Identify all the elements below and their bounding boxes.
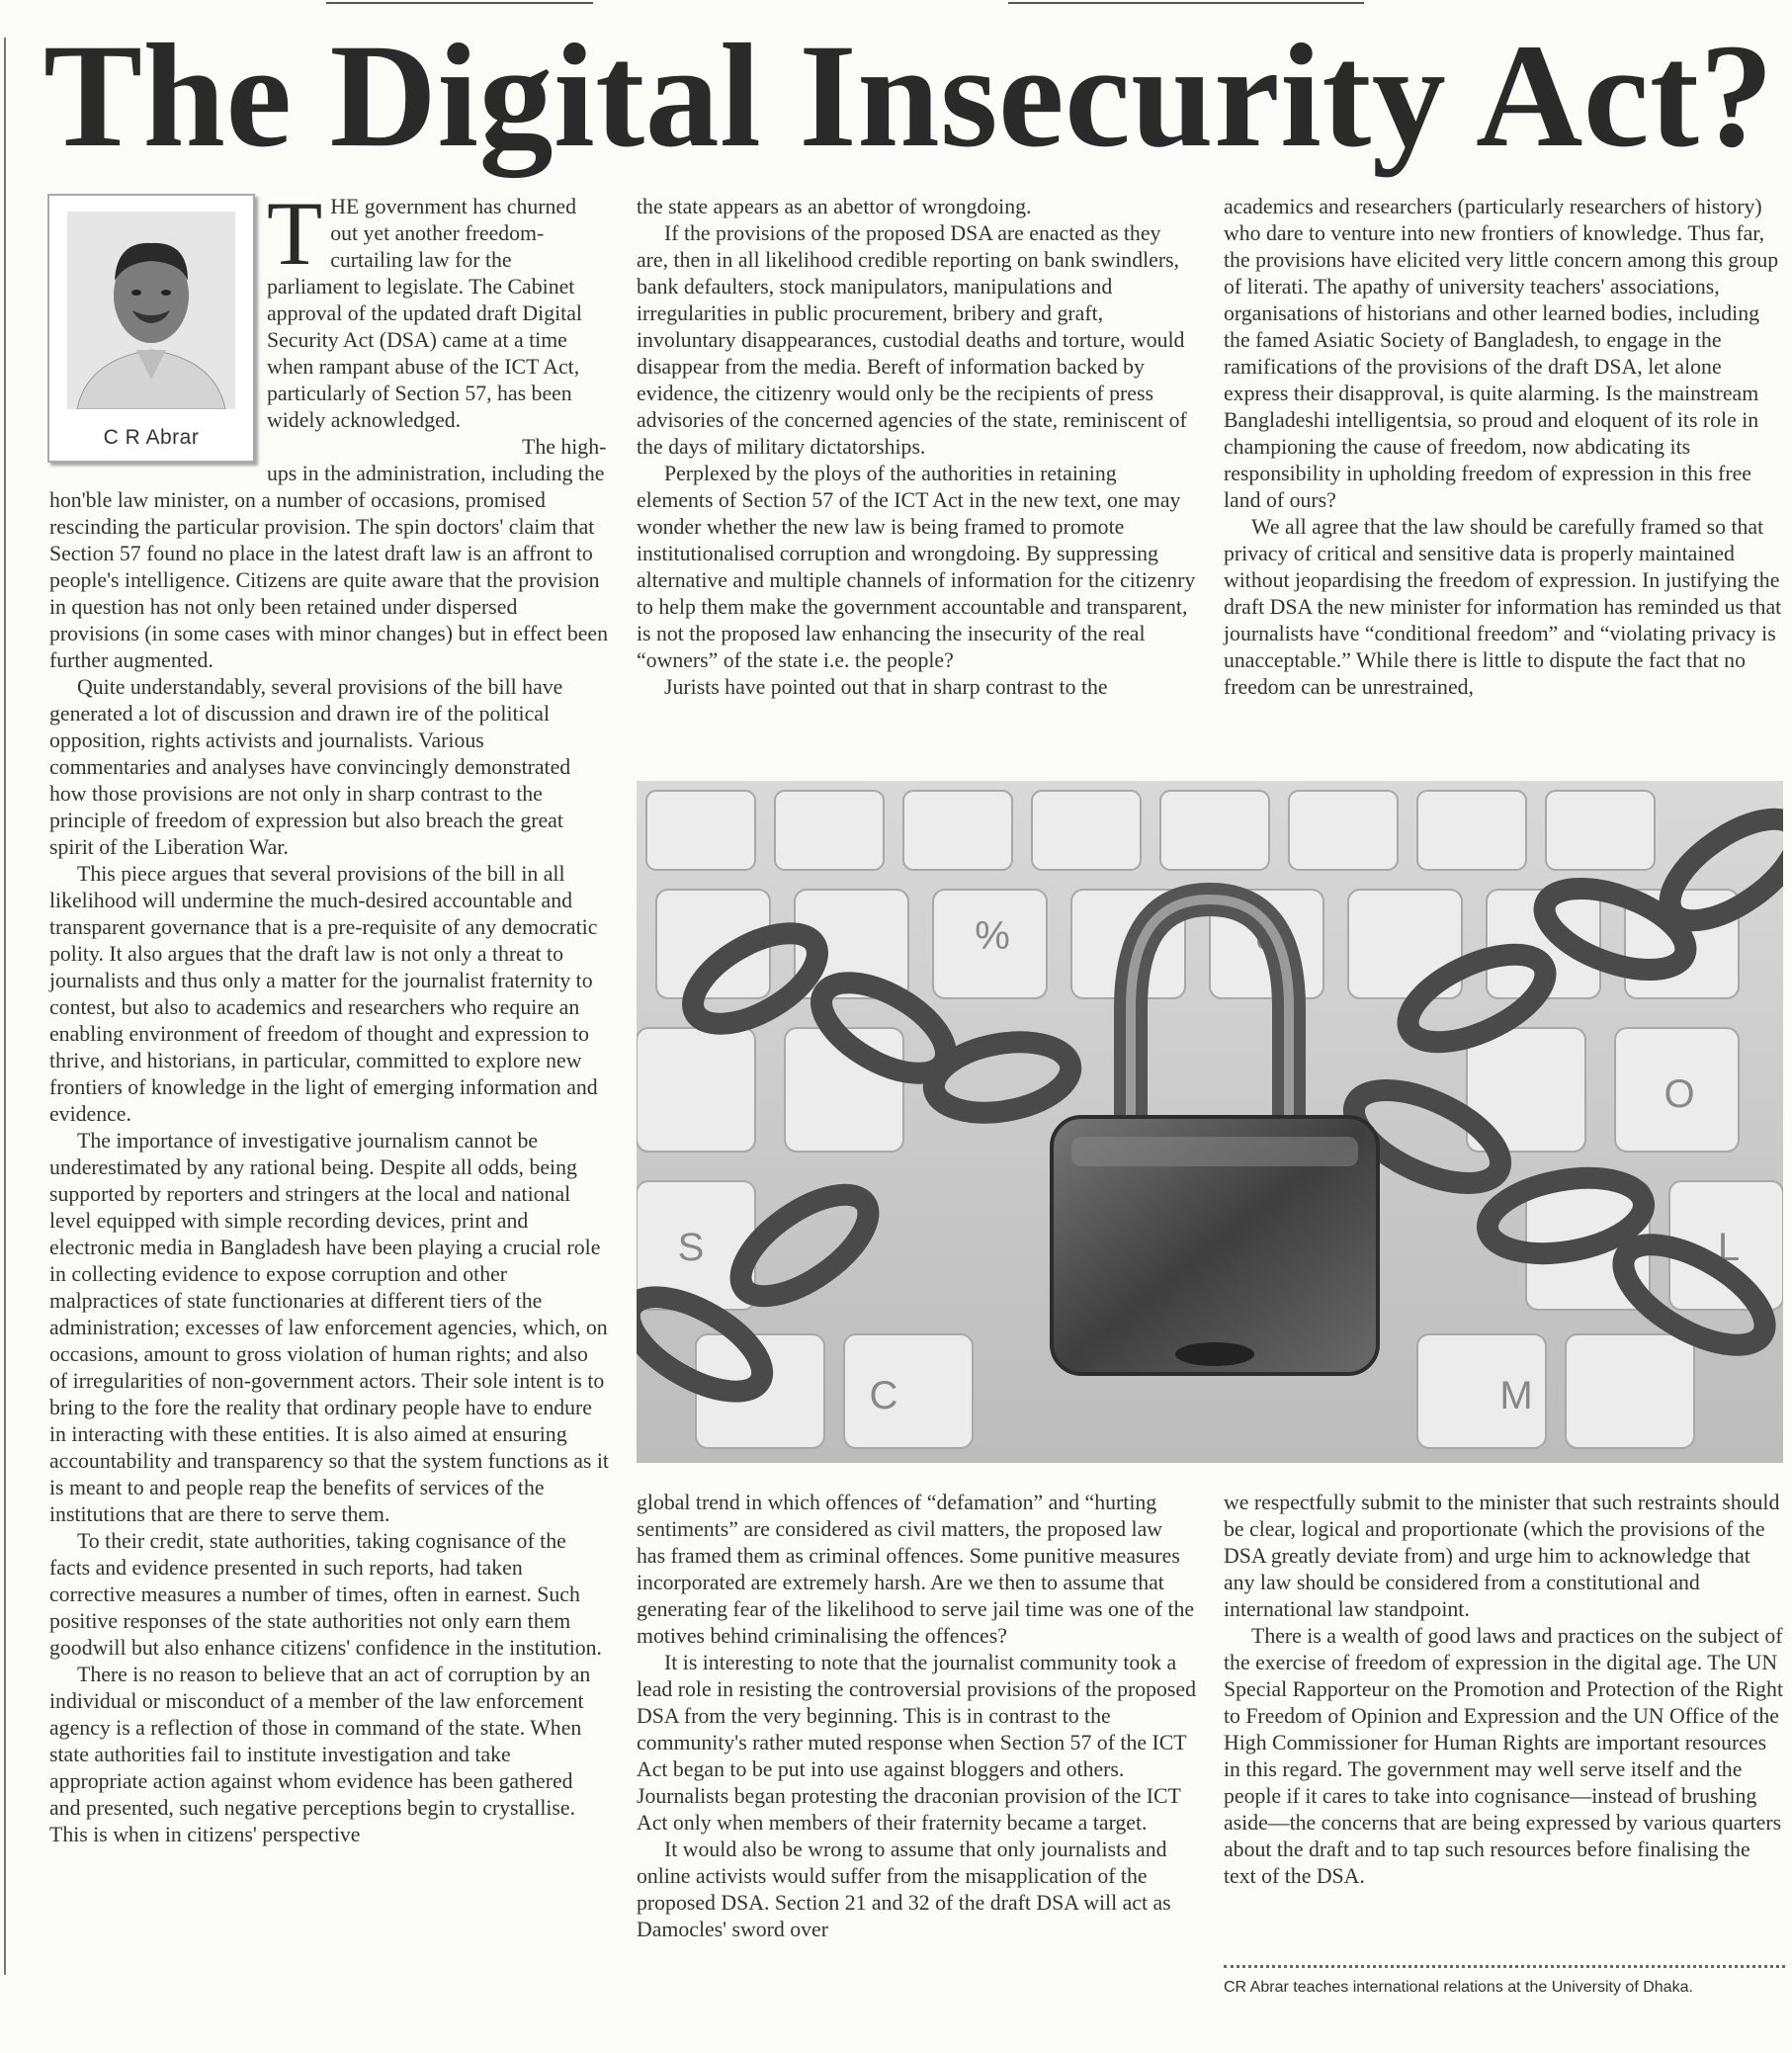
lead-text: HE government has churned out yet another freedom-curtailing law for the parliament to legislate. The Cabinet approval of the updated draft Digital Security Act (DSA) came at a time when rampant abuse of the ICT Act, particularly of Section 57, has been widely acknowledged. (267, 195, 582, 432)
author-footnote: CR Abrar teaches international relations at the University of Dhaka. (1224, 1979, 1693, 1996)
column-rule (4, 38, 6, 1975)
paragraph: There is a wealth of good laws and practices on the subject of the exercise of freedom of expression in the digital age. The UN Special Rapporteur on the Promotion and Protection of the Right to Freedom of Opinion and Expression and the UN Office of the High Commissioner for Human Rights are important resources in this regard. The government may well serve itself and the people if it cares to take into cognisance—instead of brushing aside—the concerns that are being expressed by various quarters about the draft and to tap such resources before finalising the text of the DSA. (1224, 1624, 1784, 1888)
top-rule (0, 0, 1792, 6)
key-label: & (1255, 914, 1283, 958)
column-2-bottom (637, 1490, 1196, 2053)
column-2-top (637, 194, 1196, 752)
author-portrait (47, 194, 255, 463)
key-label: O (1664, 1072, 1695, 1116)
paragraph: It would also be wrong to assume that only journalists and online activists would suffer from the misapplication of the proposed DSA. Section 21 and 32 of the draft DSA will act as Damocles' sword over (637, 1838, 1171, 1941)
paragraph: To their credit, state authorities, taking cognisance of the facts and evidence presented in such reports, had taken corrective measures a number of times, often in earnest. Such positive responses of the state authorities not only earn them goodwill but also enhance citizens' confidence in the institution. (49, 1529, 603, 1660)
paragraph: The importance of investigative journalism cannot be underestimated by any rational being. Despite all odds, being supported by reporters and stringers at the local and national level equipped with simple recording devices, print and electronic media in Bangladesh have been playing a crucial role in collecting evidence to expose corruption and other malpractices of state functionaries at different tiers of the administration; excesses of law enforcement agencies, which, on occasions, amount to gross violation of human rights; and also of irregularities of non-government actors. Their sole intent is to bring to the fore the reality that ordinary people have to endure in interacting with these entities. It is also aimed at ensuring accountability and transparency so that the system functions as it is meant to and people reap the benefits of services of the institutions that are there to serve them. (49, 1129, 609, 1526)
paragraph: global trend in which offences of “defamation” and “hurting sentiments” are considered as civil matters, the proposed law has framed them as criminal offences. Some punitive measures incorporated are extremely harsh. Are we then to assume that generating fear of the likelihood to serve jail time was one of the motives behind criminalising the offences? (637, 1491, 1195, 1648)
paragraph: The high-ups in the administration, including the hon'ble law minister, on a number of occasions, promised rescinding the particular provision. The spin doctors' claim that Section 57 found no place in the latest draft law is an affront to people's intelligence. Citizens are quite aware that the provision in question has not only been retained under dispersed provisions (in some cases with minor changes) but in effect been further augmented. (49, 435, 608, 672)
paragraph: the state appears as an abettor of wrongdoing. (637, 195, 1032, 218)
column-3-bottom (1224, 1490, 1785, 1959)
key-label: % (975, 914, 1010, 958)
paragraph: academics and researchers (particularly researchers of history) who dare to venture into new frontiers of knowledge. Thus far, the provisions have elicited very little concern among this group of literati. The apathy of university teachers' associations, organisations of historians and other learned bodies, including the famed Asiatic Society of Bangladesh, to engage in the ramifications of the provisions of the draft DSA, let alone express their disapproval, is quite alarming. Is the mainstream Bangladeshi intelligentsia, so proud and eloquent of its role in championing the cause of freedom, now abdicating its responsibility in upholding freedom of expression in this free land of ours? (1224, 195, 1779, 512)
footnote-divider (1224, 1965, 1785, 1968)
key-label: L (1717, 1226, 1741, 1269)
paragraph: If the provisions of the proposed DSA are enacted as they are, then in all likelihood credible reporting on bank swindlers, bank defaulters, stock manipulators, manipulations and irregularities in public procurement, bribery and graft, involuntary disappearances, custodial deaths and torture, would disappear from the media. Bereft of information backed by evidence, the citizenry would only be the recipients of press advisories of the concerned agencies of the state, reminiscent of the days of military dictatorships. (637, 221, 1187, 459)
padlock-chain-keyboard-photo (637, 781, 1783, 1463)
paragraph: Perplexed by the ploys of the authorities in retaining elements of Section 57 of the ICT Act in the new text, one may wonder whether the new law is being framed to promote institutionalised corruption and wrongdoing. By suppressing alternative and multiple channels of information for the citizenry to help them make the government accountable and transparent, is not the proposed law enhancing the insecurity of the real “owners” of the state i.e. the people? (637, 462, 1196, 672)
paragraph: It is interesting to note that the journalist community took a lead role in resisting the controversial provisions of the proposed DSA from the very beginning. This is in contrast to the community's rather muted response when Section 57 of the ICT Act began to be put into use against bloggers and others. Journalists began protesting the draconian provision of the ICT Act only when members of their fraternity became a target. (637, 1651, 1196, 1835)
paragraph: we respectfully submit to the minister that such restraints should be clear, logical and proportionate (which the provisions of the DSA greatly deviate from) and urge him to acknowledge that any law should be considered from a constitutional and international law standpoint. (1224, 1491, 1780, 1621)
paragraph: Quite understandably, several provisions of the bill have generated a lot of discussion and drawn ire of the political opposition, rights activists and journalists. Various commentaries and analyses have convincingly demonstrated how those provisions are not only in sharp contrast to the principle of freedom of expression but also breach the great spirit of the Liberation War. (49, 675, 571, 859)
key-label: C (869, 1374, 898, 1417)
drop-cap: T (267, 183, 323, 284)
paragraph: Jurists have pointed out that in sharp contrast to the (664, 675, 1108, 699)
headline: The Digital Insecurity Act? (43, 14, 1774, 178)
key-label: M (1499, 1374, 1533, 1417)
column-1 (49, 183, 609, 2052)
key-label: S (677, 1226, 705, 1269)
paragraph: We all agree that the law should be carefully framed so that privacy of critical and sensitive data is properly maintained without jeopardising the freedom of expression. In justifying the draft DSA the new minister for information has reminded us that journalists have “conditional freedom” and “violating privacy is unacceptable.” While there is little to dispute the fact that no freedom can be unrestrained, (1224, 515, 1782, 699)
column-3-top (1224, 194, 1785, 752)
paragraph: There is no reason to believe that an act of corruption by an individual or misconduct of a member of the law enforcement agency is a reflection of those in command of the state. When state authorities fail to institute investigation and take appropriate action against whom evidence has been gathered and presented, such negative perceptions begin to crystallise. This is when in citizens' perspective (49, 1663, 591, 1846)
author-photo (67, 212, 235, 409)
paragraph: This piece argues that several provisions of the bill in all likelihood will undermine the much-desired accountable and transparent governance that is a pre-requisite of any democratic polity. It also argues that the draft law is not only a threat to journalists and thus only a matter for the journalist fraternity to contest, but also to academics and researchers who require an enabling environment of freedom of thought and expression to thrive, and historians, in particular, committed to explore new frontiers of knowledge in the light of emerging information and evidence. (49, 862, 598, 1126)
author-byline: C R Abrar (103, 426, 200, 449)
